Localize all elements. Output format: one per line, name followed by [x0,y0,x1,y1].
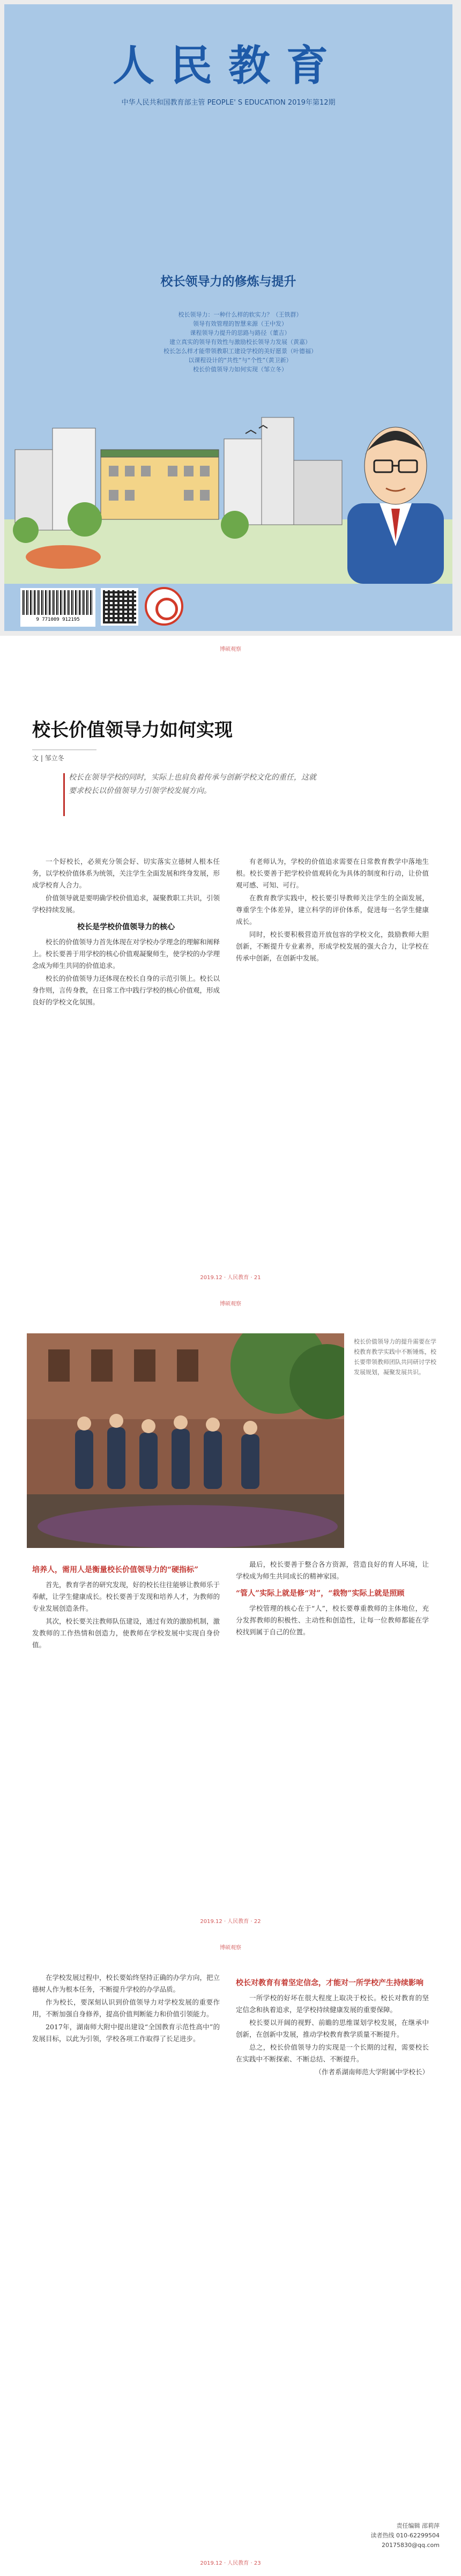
cover-contents-item: 校长价值领导力如何实现（邹立冬） [193,366,287,373]
cover-bottom-strip [4,584,452,631]
paragraph: 价值领导就是要明确学校价值追求，凝聚教职工共识，引领学校持续发展。 [32,894,220,914]
article-byline: 文 | 邹立冬 [32,750,96,762]
magazine-cover [0,0,461,636]
section-heading: 培养人，需用人是衡量校长价值领导力的“硬指标” [32,1566,199,1574]
paragraph: 总之，校长价值领导力的实现是一个长期的过程，需要校长在实践中不断探索、不断总结、不断提升。 [236,2043,429,2063]
editor-email: 20175830@qq.com [382,2542,440,2549]
section-heading: “管人”实际上就是修“对”，“栽物”实际上就是照顾 [236,1589,405,1598]
paragraph: 同时，校长要积极营造开放包容的学校文化，鼓励教师大胆创新，不断提升专业素养，形成学校发展的强大合力，让学校在传承中创新，在创新中发展。 [236,930,429,962]
page-footer: 2019.12 · 人民教育 · 22 [200,1919,261,1925]
article-lead: 校长在领导学校的同时，实际上也肩负着传承与创新学校文化的重任，这就要求校长以价值领导力引领学校发展方向。 [69,773,316,795]
article-page-1 [0,636,461,1290]
cover-illustration [4,385,452,584]
barcode [20,588,95,627]
cover-contents-item: 建立真实的领导有效性与激励校长领导力发展（黄嘉） [169,339,311,346]
cover-theme-title: 校长领导力的修炼与提升 [160,274,296,289]
photo-caption: 校长价值领导力的提升需要在学校教育教学实践中不断锤炼，校长要带领教师团队共同研讨学校发展规划，凝聚发展共识。 [354,1338,436,1376]
article-column-left [32,1972,220,2046]
cover-contents-item: 课程领导力提升的思路与路径（董吉） [190,329,291,336]
paragraph: 首先，教育学者的研究发现，好的校长往往能够让教师乐于奉献，让学生健康成长。校长要善于发现和培养人才，为教师的专业发展创造条件。 [32,1581,220,1612]
cover-contents-list [117,310,363,374]
page-header: 博硕观察 [220,1301,241,1307]
qr-code-icon [101,588,138,626]
magazine-logo: 人民教育 [112,41,344,90]
paragraph: 最后，校长要善于整合各方资源，营造良好的育人环境，让学校成为师生共同成长的精神家园。 [236,1560,429,1580]
publisher-seal-icon [145,587,183,626]
cover-contents-item: 以课程设计的“共性”与“个性”（黄卫新） [188,357,292,364]
cover-contents-item: 校长领导力：一种什么样的软实力？（王铁群） [178,311,302,318]
page-footer: 2019.12 · 人民教育 · 23 [200,2560,261,2566]
paragraph: 校长的价值领导力首先体现在对学校办学理念的理解和阐释上。校长要善于用学校的核心价值观凝聚师生，使学校的办学理念成为师生共同的价值追求。 [32,938,220,970]
page-footer: 2019.12 · 人民教育 · 21 [200,1275,261,1281]
paragraph: 有老师认为，学校的价值追求需要在日常教育教学中落地生根。校长要善于把学校价值观转化为具体的制度和行动，让价值观可感、可知、可行。 [236,857,429,889]
barcode-number: 9 771009 912195 [36,617,80,622]
paragraph: 在教育教学实践中，校长要引导教师关注学生的全面发展，尊重学生个体差异，建立科学的评价体系，促进每一名学生健康成长。 [236,894,429,926]
paragraph: 2017年，湖南师大附中提出建设“全国教育示范性高中”的发展目标，以此为引领，学校各项工作取得了长足进步。 [32,2023,220,2043]
article-column-right [236,1559,429,1639]
lead-accent-bar [63,773,65,816]
cover-contents-item: 领导有效管理的智慧来源（王中发） [193,320,287,327]
paragraph: 其次，校长要关注教师队伍建设，通过有效的激励机制，激发教师的工作热情和创造力，使教师在学校发展中实现自身价值。 [32,1617,220,1649]
article-column-left [32,1559,220,1652]
article-page-2 [0,1290,461,1934]
cover-subtitle: 中华人民共和国教育部主管 PEOPLE' S EDUCATION 2019年第12期 [121,99,336,107]
page-header: 博硕观察 [220,647,241,652]
article-title: 校长价值领导力如何实现 [32,720,233,741]
barcode-bars [23,590,93,615]
article-photo [27,1333,344,1548]
paragraph: 在学校发展过程中，校长要始终坚持正确的办学方向，把立德树人作为根本任务，不断提升学校的办学品质。 [32,1973,220,1993]
article-column-right [236,856,429,965]
cover-contents-item: 校长怎么样才能带领教职工建设学校的美好愿景（叶德福） [163,348,317,355]
section-heading: 校长是学校价值领导力的核心 [77,923,175,931]
author-note: （作者系湖南师范大学附属中学校长） [315,2068,429,2076]
reader-hotline: 读者热线 010-62299504 [370,2532,440,2539]
page-header: 博硕观察 [220,1945,241,1951]
editor-contact [371,2521,440,2550]
paragraph: 校长要以开阔的视野、前瞻的思维谋划学校发展，在继承中创新，在创新中发展，推动学校教育教学质量不断提升。 [236,2019,429,2038]
paragraph: 学校管理的核心在于“人”，校长要尊重教师的主体地位，充分发挥教师的积极性、主动性和创造性，让每一位教师都能在学校找到属于自己的位置。 [236,1604,429,1636]
paragraph: 校长的价值领导力还体现在校长自身的示范引领上。校长以身作则，言传身教，在日常工作中践行学校的核心价值观，形成良好的学校文化氛围。 [32,974,220,1006]
paragraph: 作为校长，要深刻认识到价值领导力对学校发展的重要作用，不断加强自身修养，提高价值判断能力和价值引领能力。 [32,1998,220,2018]
section-heading: 校长对教育有着坚定信念，才能对一所学校产生持续影响 [236,1979,423,1987]
paragraph: 一个好校长，必须充分领会好、切实落实立德树人根本任务，以学校价值体系为统领，关注学生全面发展和终身发展，形成学校育人合力。 [32,857,220,889]
editor-name: 责任编辑 邵莉萍 [396,2522,440,2529]
cover-card [4,4,452,631]
article-page-3 [0,1934,461,2576]
article-column-right [236,1972,429,2079]
article-column-left [32,856,220,1009]
paragraph: 一所学校的好坏在很大程度上取决于校长。校长对教育的坚定信念和执着追求，是学校持续健康发展的重要保障。 [236,1994,429,2014]
